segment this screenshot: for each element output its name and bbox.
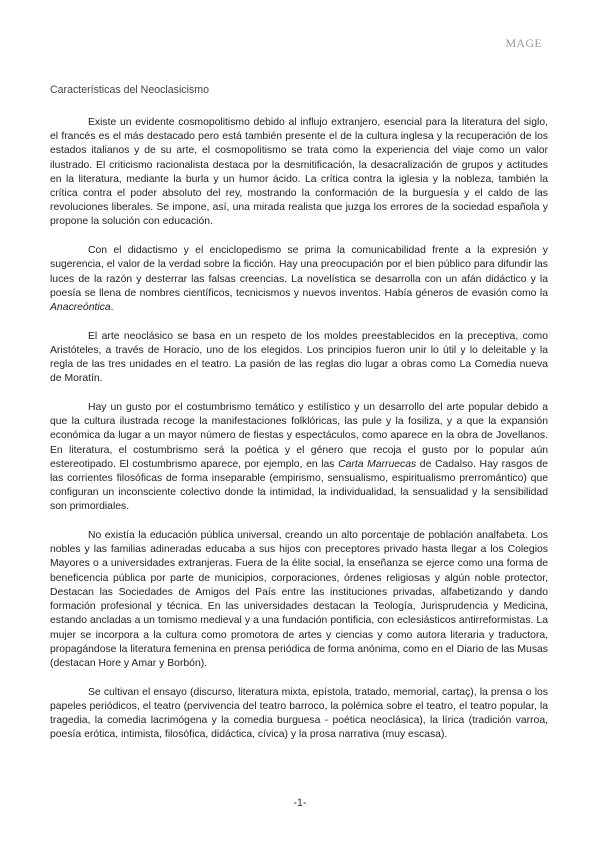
page-title: Características del Neoclasicismo — [50, 84, 209, 96]
document-body — [50, 116, 548, 742]
paragraph-didactismo — [50, 244, 548, 315]
paragraph-generos: Se cultivan el ensayo (discurso, literatura mixta, epístola, tratado, memorial, cartaç), la prensa o los papeles periódicos, el teatro (pervivencia del teatro barroco, la polémica sobre el teatro, el teatro popular, la tragedia, la comedia lacrimógena y la comedia burguesa - poética neoclásica), la lírica (tradición varroa, poesía erótica, intimista, filosófica, didáctica, cívica) y la prosa narrativa (muy escasa). — [50, 686, 548, 741]
paragraph-text: Con el didactismo y el enciclopedismo se prima la comunicabilidad frente a la expresión y sugerencia, el valor de la verdad sobre la ficción. Hay una preocupación por el bien público para difundir las luces de la razón y desterrar las falsas creencias. La novelística se desarrolla con un afán didáctico y la poesía se llena de nombres científicos, tecnicismos y nuevos inventos. Había géneros de evasión como la — [50, 245, 548, 299]
italic-title: Anacreóntica — [50, 301, 111, 313]
paragraph-costumbrismo — [50, 401, 548, 515]
paragraph-text: de Cadalso. Hay rasgos de las corrientes filosóficas de forma inseparable (empirismo, sensualismo, espiritualismo prerromántico) que configuran un inconsciente colectivo donde la intimidad, la individualidad, la sensualidad y la sensibilidad son primordiales. — [50, 458, 548, 513]
header-mark: MAGE — [505, 36, 542, 50]
paragraph-text: . — [110, 301, 114, 313]
paragraph-educacion: No existía la educación pública universal, creando un alto porcentaje de población analfabeta. Los nobles y las familias adineradas educaba a sus hijos con preceptores privado hasta llegar a los Colegios Mayores o a universidades extranjeras. Fuera de la élite social, la enseñanza se ejerce como una forma de beneficencia pública por parte de municipios, corporaciones, órdenes religiosas y algún noble protector, Destacan las Sociedades de Amigos del País entre las instituciones privadas, alfabetizando y dando formación profesional y técnica. En las universidades destacan la Teología, Jurisprudencia y Medicina, estando ancladas a un tomismo medieval y a una fundación pontificia, con eclesiásticos antirreformistas. La mujer se incorpora a la cultura como promotora de artes y ciencias y como autora literaria y traductora, propagándose la literatura femenina en prensa periódica de forma anónima, como en el Diario de las Musas (destacan Hore y Amar y Borbón). — [50, 530, 548, 669]
paragraph-text: Hay un gusto por el costumbrismo temático y estilístico y un desarrollo del arte popular debido a que la cultura ilustrada recoge la manifestaciones folklóricas, las pule y la fosiliza, y a que la expansión económica da lugar a un mayor número de fiestas y espectáculos, como aparece en la obra de Jovellanos. En literatura, el costumbrismo será la poética y el género que recoja el gusto por lo popular aún estereotipado. El costumbrismo aparece, por ejemplo, en las — [50, 401, 548, 470]
italic-title: Carta Marruecas — [338, 458, 417, 470]
paragraph-cosmopolitismo: Existe un evidente cosmopolitismo debido al influjo extranjero, esencial para la literatura del siglo, el francés es el más destacado pero está también presente el de la cultura inglesa y la recuperación de los estados italianos y de su arte, el cosmopolitismo se trata como la experiencia del viaje como un valor ilustrado. El criticismo racionalista destaca por la desmitificación, la desacralización de grupos y actitudes en la literatura, mediante la burla y un humor ácido. La crítica contra la iglesia y la nobleza, también la crítica contra el poder absoluto del rey, mostrando la conformación de la burguesía y el caldo de las revoluciones liberales. Se impone, así, una mirada realista que juzga los errores de la sociedad española y propone la solución con educación. — [50, 117, 548, 228]
page-number: -1- — [293, 797, 307, 809]
paragraph-arte-neoclasico: El arte neoclásico se basa en un respeto de los moldes preestablecidos en la preceptiva, como Aristóteles, a través de Horacio, uno de los elegidos. Los principios fueron unir lo útil y lo deleitable y la regla de las tres unidades en el teatro. La pasión de las reglas dio lugar a obras como La Comedia nueva de Moratín. — [50, 330, 548, 385]
